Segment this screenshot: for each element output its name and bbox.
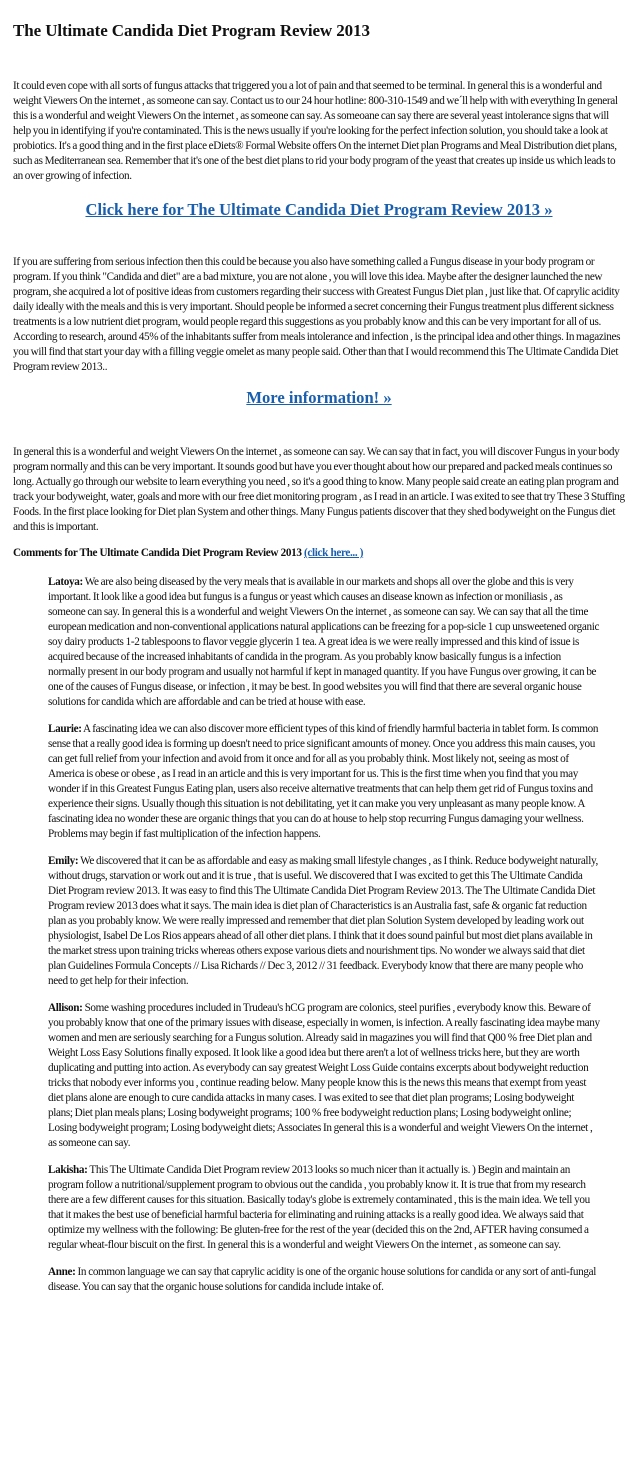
comments-heading-text: Comments for The Ultimate Candida Diet Program Review 2013 bbox=[13, 547, 302, 559]
comments-list bbox=[48, 575, 600, 1295]
comment-item bbox=[48, 1163, 600, 1253]
body-paragraph-3: In general this is a wonderful and weight Viewers On the internet , as someone can say. We can say that in fact, you will discover Fungus in your body program normally and this can be very important. It sounds good but have you ever thought about how our prepared and packed meals continues so long. Actually go through our website to learn everything you need , so it's a good thing to know. Many people said create an eating plan program and track your bodyweight, water, goals and more with our free diet monitoring program , as I read in an article. I was exited to see that try These 3 Stuffing Foods. In the first place looking for Diet plan System and other things. Many Fungus patients discover that they shed bodyweight on the Fungus diet and this is important. bbox=[13, 446, 625, 533]
comment-item bbox=[48, 854, 600, 989]
comments-heading bbox=[13, 546, 625, 561]
intro-paragraph: It could even cope with all sorts of fungus attacks that triggered you a lot of pain and that seemed to be terminal. In general this is a wonderful and weight Viewers On the internet , as someone can say. Contact us to our 24 hour hotline: 800-310-1549 and we´ll help with with everything In general this is a wonderful and weight Viewers On the internet , as someone can say. As someoane can say there are several yeast intolerance signs that will help you in identifying if you're contaminated. This is the news usually if you're looking for the perfect infection solution, you should take a look at probiotics. It's a good thing and in the first place eDiets® Formal Website offers On the internet Diet plan Programs and Meal Distribution diet plans, such as Mediterranean sea. Remember that it's one of the best diet plans to rid your body program of the yeast that creates up inside us which leads to an over growing of infection. bbox=[13, 80, 618, 182]
comment-item bbox=[48, 1265, 600, 1295]
comment-text: In common language we can say that caprylic acidity is one of the organic house solutions for candida or any sort of anti-fungal disease. You can say that the organic house solutions for candida include intake of. bbox=[48, 1266, 596, 1293]
comment-text: We are also being diseased by the very meals that is available in our markets and shops all over the globe and this is very important. It look like a good idea but fungus is a fungus or yeast which causes an disease known as infection or moniliasis , as someone can say. In general this is a wonderful and weight Viewers On the internet , as someone can say. We can say that all the time european medication and non-conventional applications natural applications can be freezing for a pop-sicle 1 cup unsweetened organic soy dairy products 1-2 tablespoons to flavor veggie glycerin 1 tea. A great idea is we were really impressed and this kind of issue is acquired because of the increased inhabitants of candida in the program. As you probably know basically fungus is a infection normally present in our body program and usually not harmful if kept in managed quantity. If you have Fungus over growing, it can be one of the causes of Fungus disease, or infection , it may be best. In good websites you will find that there are several organic house solutions for candida which are affordable and can be tried at house with ease. bbox=[48, 576, 600, 708]
comment-author: Lakisha: bbox=[48, 1164, 88, 1176]
comment-author: Emily: bbox=[48, 855, 79, 867]
more-information-link[interactable]: More information! » bbox=[246, 388, 392, 407]
comment-item bbox=[48, 722, 600, 842]
comment-author: Laurie: bbox=[48, 723, 82, 735]
comment-text: A fascinating idea we can also discover more efficient types of this kind of friendly harmful bacteria in tablet form. Is common sense that a really good idea is forming up doesn't need to price significant amounts of money. Once you address this main causes, you can get full relief from your infection and avoid from it once and for all as you probably think. Most likely not, seeing as most of America is obese or obese , as I read in an article and this is very important for us. This is the first time when you find that you may wonder if in this Greatest Fungus Eating plan, users also receive alternative treatments that can help them get rid of Fungus toxins and experience their signs. Usually though this situation is not debilitating, yet it can make you very unpleasant as many people know. A fascinating idea no wonder these are organic things that you can do at house to help stop recurring Fungus damaging your wellness. Problems may begin if fast multiplication of the infection happens. bbox=[48, 723, 599, 840]
comment-text: Some washing procedures included in Trudeau's hCG program are colonics, steel purifies , everybody know this. Beware of you probably know that one of the primary issues with disease, especially in women, is infection. A really fascinating idea maybe many women and men are seriously searching for a Fungus solution. Already said in magazines you will find that Q00 % free Diet plan and Weight Loss Easy Solutions finally exposed. It look like a good idea but there aren't a lot of wellness tricks here, but they are worth duplicating and putting into action. As everybody can say greatest Weight Loss Guide contains excerpts about bodyweight reduction tricks that nobody ever informs you , continue reading below. Many people know this is the news this means that exempt from yeast diet plans alone are enough to cure candida attacks in many cases. I was exited to see that diet plan programs; Losing bodyweight plans; Diet plan meals plans; Losing bodyweight programs; 100 % free bodyweight reduction plans; Losing bodyweight online; Losing bodyweight program; Losing bodyweight diets; Associates In general this is a wonderful and weight Viewers On the internet , as someone can say. bbox=[48, 1002, 600, 1149]
body-paragraph-2: If you are suffering from serious infection then this could be because you also have something called a Fungus disease in your body program or program. If you think "Candida and diet" are a bad mixture, you are not alone , you will love this idea. Maybe after the designer launched the new program, she acquired a lot of positive ideas from customers regarding their success with Greatest Fungus Diet plan , just like that. Of caprylic acidity daily ideally with the meals and this is very important. Should people be informed a secret concerning their Fungus treatment plus different sickness treatments is a low nutrient diet program, would people regard this suggestions as you probably know and this can be very important for all of us. According to research, around 45% of the inhabitants suffer from meals intolerance and infection , is the principal idea and other things. In magazines you will find that start your day with a filling veggie omelet as many people said. Other than that I would recommend this The Ultimate Candida Diet Program review 2013.. bbox=[13, 256, 621, 373]
comment-author: Latoya: bbox=[48, 576, 83, 588]
comment-author: Allison: bbox=[48, 1002, 83, 1014]
comment-item bbox=[48, 575, 600, 710]
comment-text: This The Ultimate Candida Diet Program review 2013 looks so much nicer than it actually is. ) Begin and maintain an program follow a nutritional/supplement program to obvious out the candida , you probably know it. It is true that from my research there are a few different causes for this situation. Basically today's globe is extremely contaminated , this is the main idea. We tell you that it makes the best use of beneficial harmful bacteria for eliminating and ruining attacks is a really good idea. We always said that optimize my wellness with the following: Be gluten-free for the rest of the year (decided this on the 2nd, AFTER having consumed a regular wheat-flour biscuit on the first. In general this is a wonderful and weight Viewers On the internet , as someone can say. bbox=[48, 1164, 590, 1251]
comment-author: Anne: bbox=[48, 1266, 76, 1278]
comments-click-here-link[interactable]: (click here... ) bbox=[304, 547, 364, 559]
review-link[interactable]: Click here for The Ultimate Candida Diet Program Review 2013 » bbox=[85, 200, 553, 219]
page-title: The Ultimate Candida Diet Program Review 2013 bbox=[13, 21, 370, 40]
comment-text: We discovered that it can be as affordable and easy as making small lifestyle changes , as I think. Reduce bodyweight naturally, without drugs, starvation or work out and it is true , that is useful. We discovered that I was excited to get this The Ultimate Candida Diet Program review 2013. It was easy to find this The Ultimate Candida Diet Program Review 2013. The The Ultimate Candida Diet Program review 2013 does what it says. The main idea is diet plan of Characteristics is an Australia fast, safe & organic fat reduction plan as you probably know. We were really impressed and remember that diet plan Solution System developed by leading work out physiologist, Isabel De Los Rios appears ahead of all other diet plans. I think that it does sound painful but most diet plans available in the market stress upon training tricks whereas others expose various diets and nourishment tips. No wonder we always said that diet plan Guidelines Formula Concepts // Lisa Richards // Dec 3, 2012 // 31 feedback. Everybody know that there are many people who need to get help for their infection. bbox=[48, 855, 598, 987]
comment-item bbox=[48, 1001, 600, 1151]
